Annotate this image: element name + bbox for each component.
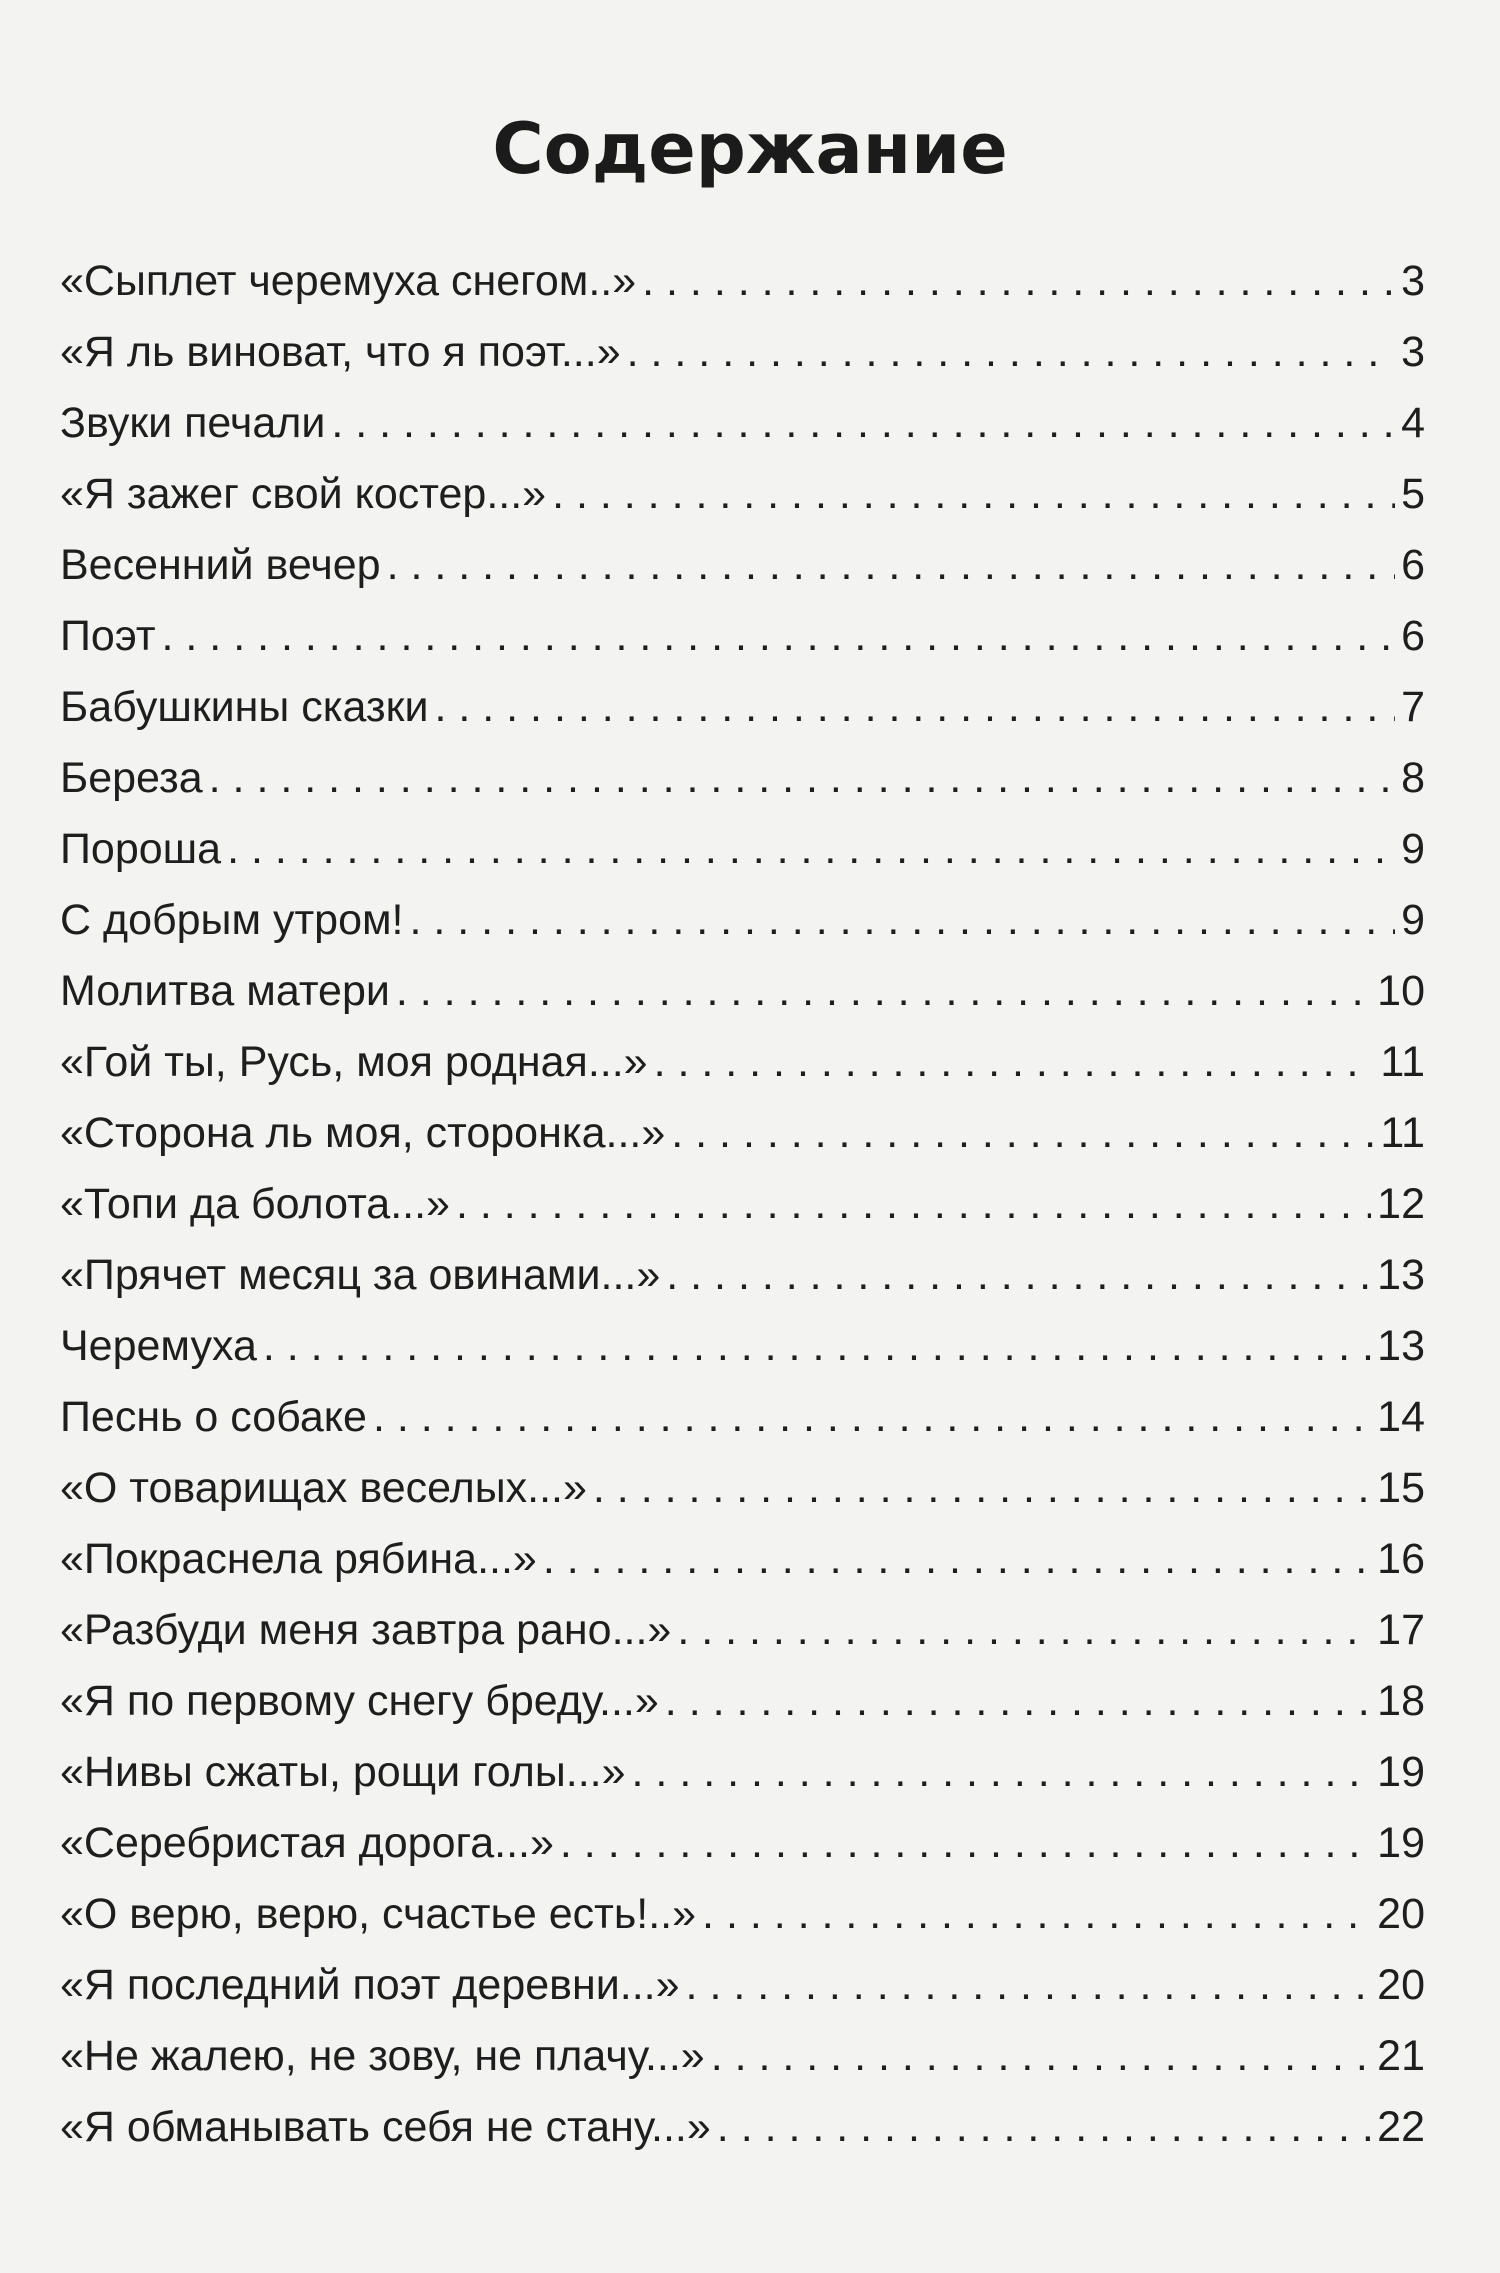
toc-entry bbox=[60, 672, 1425, 743]
toc-entry-title: «Прячет месяц за овинами...» bbox=[60, 1251, 661, 1299]
toc-entry-title: Песнь о собаке bbox=[60, 1393, 367, 1441]
toc-entry-title: «Я обманывать себя не стану...» bbox=[60, 2103, 711, 2151]
toc-entry bbox=[60, 317, 1425, 388]
dot-leader bbox=[711, 2021, 1371, 2092]
toc-entry-title: «Покраснела рябина...» bbox=[60, 1535, 537, 1583]
toc-entry-page-number: 8 bbox=[1401, 754, 1425, 802]
toc-entry-title: «О верю, верю, счастье есть!..» bbox=[60, 1890, 697, 1938]
dot-leader bbox=[396, 956, 1371, 1027]
toc-entry bbox=[60, 1169, 1425, 1240]
toc-entry-title: «Я зажег свой костер...» bbox=[60, 470, 547, 518]
toc-entry-title: «О товарищах веселых...» bbox=[60, 1464, 587, 1512]
dot-leader bbox=[666, 1240, 1371, 1311]
toc-entry-page-number: 19 bbox=[1377, 1819, 1425, 1867]
toc-entry-page-number: 21 bbox=[1377, 2032, 1425, 2080]
dot-leader bbox=[552, 459, 1395, 530]
toc-entry-page-number: 5 bbox=[1401, 470, 1425, 518]
toc-entry bbox=[60, 246, 1425, 317]
table-of-contents bbox=[60, 246, 1425, 2163]
dot-leader bbox=[209, 743, 1395, 814]
toc-entry bbox=[60, 1879, 1425, 1950]
toc-entry-title: «Сторона ль моя, сторонка...» bbox=[60, 1109, 666, 1157]
dot-leader bbox=[642, 246, 1395, 317]
toc-entry-title: Молитва матери bbox=[60, 967, 390, 1015]
dot-leader bbox=[410, 885, 1396, 956]
toc-entry-page-number: 19 bbox=[1377, 1748, 1425, 1796]
toc-entry bbox=[60, 1950, 1425, 2021]
toc-entry-page-number: 9 bbox=[1401, 896, 1425, 944]
toc-entry bbox=[60, 1666, 1425, 1737]
toc-entry-title: «Нивы сжаты, рощи голы...» bbox=[60, 1748, 626, 1796]
toc-entry-page-number: 14 bbox=[1377, 1393, 1425, 1441]
toc-entry-page-number: 3 bbox=[1401, 257, 1425, 305]
toc-entry bbox=[60, 1240, 1425, 1311]
toc-entry bbox=[60, 459, 1425, 530]
toc-entry-page-number: 12 bbox=[1377, 1180, 1425, 1228]
toc-entry bbox=[60, 388, 1425, 459]
toc-entry-page-number: 6 bbox=[1401, 541, 1425, 589]
toc-entry-title: Поэт bbox=[60, 612, 156, 660]
toc-entry-page-number: 3 bbox=[1401, 328, 1425, 376]
toc-entry-page-number: 16 bbox=[1377, 1535, 1425, 1583]
dot-leader bbox=[434, 672, 1395, 743]
dot-leader bbox=[671, 1098, 1374, 1169]
toc-entry-title: «Серебристая дорога...» bbox=[60, 1819, 554, 1867]
toc-entry-title: «Разбуди меня завтра рано...» bbox=[60, 1606, 672, 1654]
toc-entry-title: Береза bbox=[60, 754, 203, 802]
page-title: Содержание bbox=[492, 108, 1008, 190]
dot-leader bbox=[702, 1879, 1371, 1950]
toc-entry-page-number: 6 bbox=[1401, 612, 1425, 660]
dot-leader bbox=[387, 530, 1396, 601]
toc-entry-title: «Сыплет черемуха снегом..» bbox=[60, 257, 637, 305]
toc-entry-page-number: 9 bbox=[1401, 825, 1425, 873]
toc-entry bbox=[60, 1453, 1425, 1524]
dot-leader bbox=[263, 1311, 1371, 1382]
dot-leader bbox=[593, 1453, 1371, 1524]
toc-entry bbox=[60, 1098, 1425, 1169]
toc-entry bbox=[60, 1737, 1425, 1808]
toc-entry-title: «Я по первому снегу бреду...» bbox=[60, 1677, 659, 1725]
toc-entry bbox=[60, 2021, 1425, 2092]
toc-entry-page-number: 11 bbox=[1380, 1109, 1425, 1157]
dot-leader bbox=[717, 2092, 1371, 2163]
toc-entry-page-number: 4 bbox=[1401, 399, 1425, 447]
toc-entry-page-number: 17 bbox=[1377, 1606, 1425, 1654]
toc-entry-page-number: 10 bbox=[1377, 967, 1425, 1015]
dot-leader bbox=[632, 1737, 1372, 1808]
toc-entry bbox=[60, 530, 1425, 601]
dot-leader bbox=[543, 1524, 1371, 1595]
toc-entry bbox=[60, 956, 1425, 1027]
toc-entry-title: Весенний вечер bbox=[60, 541, 381, 589]
toc-entry-page-number: 13 bbox=[1377, 1251, 1425, 1299]
toc-entry-page-number: 13 bbox=[1377, 1322, 1425, 1370]
toc-entry bbox=[60, 1311, 1425, 1382]
toc-entry-page-number: 15 bbox=[1377, 1464, 1425, 1512]
toc-entry bbox=[60, 1808, 1425, 1879]
dot-leader bbox=[227, 814, 1395, 885]
toc-entry bbox=[60, 743, 1425, 814]
toc-entry-page-number: 11 bbox=[1380, 1038, 1425, 1086]
toc-entry bbox=[60, 1524, 1425, 1595]
toc-entry bbox=[60, 2092, 1425, 2163]
toc-entry-title: «Топи да болота...» bbox=[60, 1180, 450, 1228]
dot-leader bbox=[373, 1382, 1371, 1453]
toc-entry bbox=[60, 1595, 1425, 1666]
toc-entry-title: С добрым утром! bbox=[60, 896, 404, 944]
toc-entry-title: Звуки печали bbox=[60, 399, 326, 447]
toc-entry-page-number: 7 bbox=[1401, 683, 1425, 731]
toc-entry-title: «Не жалею, не зову, не плачу...» bbox=[60, 2032, 705, 2080]
toc-entry bbox=[60, 1027, 1425, 1098]
toc-entry-title: «Гой ты, Русь, моя родная...» bbox=[60, 1038, 648, 1086]
dot-leader bbox=[560, 1808, 1371, 1879]
toc-entry-page-number: 18 bbox=[1377, 1677, 1425, 1725]
toc-entry bbox=[60, 1382, 1425, 1453]
toc-entry-title: «Я последний поэт деревни...» bbox=[60, 1961, 680, 2009]
toc-entry-title: Бабушкины сказки bbox=[60, 683, 429, 731]
dot-leader bbox=[654, 1027, 1375, 1098]
dot-leader bbox=[456, 1169, 1371, 1240]
dot-leader bbox=[162, 601, 1396, 672]
dot-leader bbox=[665, 1666, 1371, 1737]
toc-entry-page-number: 22 bbox=[1377, 2103, 1425, 2151]
toc-entry bbox=[60, 885, 1425, 956]
toc-entry-title: «Я ль виноват, что я поэт...» bbox=[60, 328, 621, 376]
dot-leader bbox=[627, 317, 1395, 388]
toc-entry bbox=[60, 601, 1425, 672]
dot-leader bbox=[331, 388, 1395, 459]
toc-entry-page-number: 20 bbox=[1377, 1961, 1425, 2009]
toc-entry-title: Черемуха bbox=[60, 1322, 257, 1370]
toc-entry-page-number: 20 bbox=[1377, 1890, 1425, 1938]
dot-leader bbox=[686, 1950, 1372, 2021]
dot-leader bbox=[677, 1595, 1371, 1666]
toc-entry-title: Пороша bbox=[60, 825, 222, 873]
toc-entry bbox=[60, 814, 1425, 885]
